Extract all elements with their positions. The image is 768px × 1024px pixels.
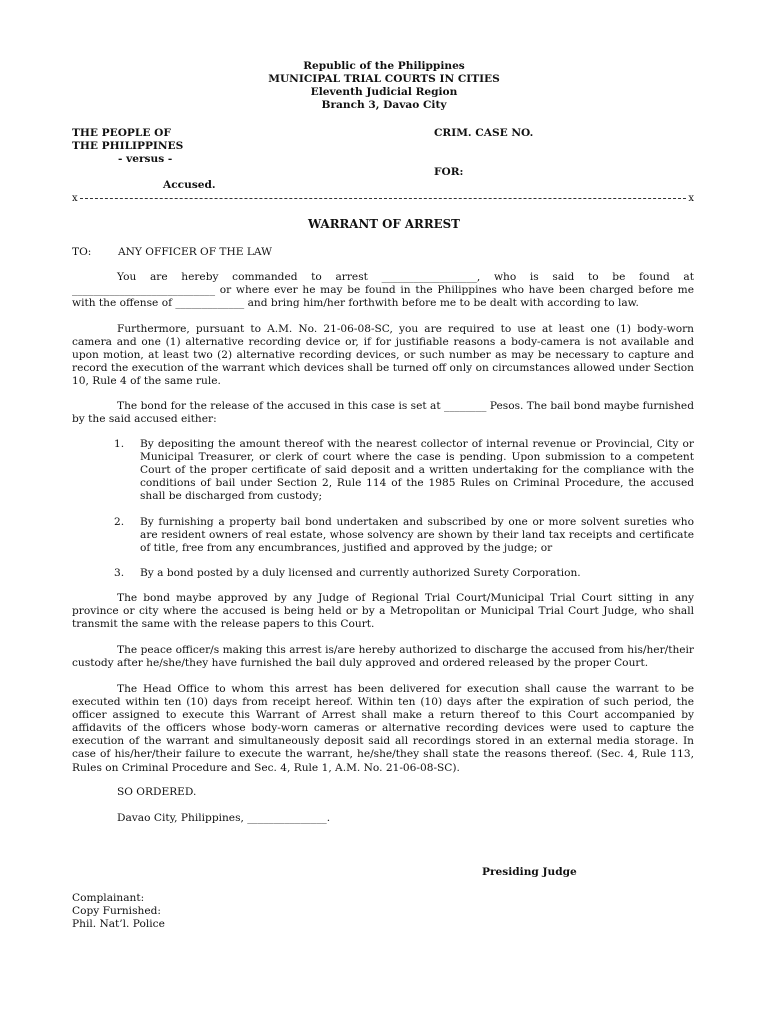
separator-left-x: x	[72, 193, 78, 204]
paragraph-bond: The bond for the release of the accused in this case is set at ________ Pesos. The bail bond maybe furnished by the said accused either:	[72, 400, 694, 426]
separator-dashes	[80, 198, 687, 199]
case-number-label: CRIM. CASE NO.	[434, 127, 534, 139]
to-label: TO:	[72, 246, 92, 258]
list-item-number: 1.	[114, 438, 125, 450]
party-line1: THE PEOPLE OF	[72, 127, 171, 139]
list-item-text: By depositing the amount thereof with the nearest collector of internal revenue or Provincial, City or Municipal Treasurer, or clerk of court where the case is pending. Upon submission to a competent Court of the proper certificate of said deposit and a written undertaking for the compliance with the conditions of bail under Section 2, Rule 114 of the 1985 Rules on Criminal Procedure, the accused shall be discharged from custody;	[140, 438, 694, 503]
offense-label: FOR:	[434, 166, 464, 178]
paragraph-execution: The Head Office to whom this arrest has been delivered for execution shall cause the warrant to be executed within ten (10) days from receipt hereof. Within ten (10) days after the expiration of such period, the officer assigned to execute this Warrant of Arrest shall make a return thereof to this Court accompanied by affidavits of the officers whose body-worn cameras or alternative recording devices were used to capture the execution of the warrant and simultaneously deposit said all recordings stored in an external media storage. In case of his/her/their failure to execute the warrant, he/she/they shall state the reasons thereof. (Sec. 4, Rule 113, Rules on Criminal Procedure and Sec. 4, Rule 1, A.M. No. 21-06-08-SC).	[72, 683, 694, 774]
header-court: MUNICIPAL TRIAL COURTS IN CITIES	[268, 73, 500, 86]
caption-separator	[72, 192, 694, 205]
list-item-number: 3.	[114, 567, 125, 579]
document-title: WARRANT OF ARREST	[308, 217, 460, 231]
so-ordered: SO ORDERED.	[117, 786, 197, 798]
paragraph-body-camera: Furthermore, pursuant to A.M. No. 21-06-08-SC, you are required to use at least one (1) body-worn camera and one (1) alternative recording device or, if for justifiable reasons a body-camera is not available and upon motion, at least two (2) alternative recording devices, or such number as may be necessary to capture and record the execution of the warrant which devices shall be turned off only on circumstances allowed under Section 10, Rule 4 of the same rule.	[72, 323, 694, 388]
header-branch: Branch 3, Davao City	[321, 99, 447, 112]
copy-furnished-police: Phil. Nat’l. Police	[72, 918, 165, 930]
list-item-number: 2.	[114, 516, 125, 528]
list-item-text: By furnishing a property bail bond undertaken and subscribed by one or more solvent sureties who are resident owners of real estate, whose solvency are shown by their land tax receipts and certificate of title, free from any encumbrances, justified and approved by the judge; or	[140, 516, 694, 555]
paragraph-approval: The bond maybe approved by any Judge of Regional Trial Court/Municipal Trial Court sitting in any province or city where the accused is being held or by a Metropolitan or Municipal Trial Court Judge, who shall transmit the same with the release papers to this Court.	[72, 592, 694, 631]
copy-furnished-label: Copy Furnished:	[72, 905, 161, 917]
signature-presiding-judge: Presiding Judge	[482, 866, 577, 878]
separator-right-x: x	[688, 193, 694, 204]
complainant-label: Complainant:	[72, 892, 145, 904]
header-region: Eleventh Judicial Region	[310, 86, 458, 99]
party-line2: THE PHILIPPINES	[72, 140, 184, 152]
versus-label: - versus -	[118, 153, 173, 165]
header-republic: Republic of the Philippines	[303, 60, 465, 72]
place-date-line: Davao City, Philippines, _______________.	[117, 812, 331, 824]
to-recipient: ANY OFFICER OF THE LAW	[118, 246, 272, 258]
paragraph-discharge: The peace officer/s making this arrest is/are hereby authorized to discharge the accused from his/her/their custody after he/she/they have furnished the bail duly approved and ordered released by the proper Court.	[72, 644, 694, 670]
accused-label: Accused.	[163, 179, 216, 191]
list-item-text: By a bond posted by a duly licensed and currently authorized Surety Corporation.	[140, 567, 581, 579]
paragraph-command: You are hereby commanded to arrest __________________, who is said to be found at ___________________________ or where ever he may be found in the Philippines who have been charged before me with the offense of _____________ and bring him/her forthwith before me to be dealt with according to law.	[72, 271, 694, 310]
court-header	[0, 60, 768, 112]
